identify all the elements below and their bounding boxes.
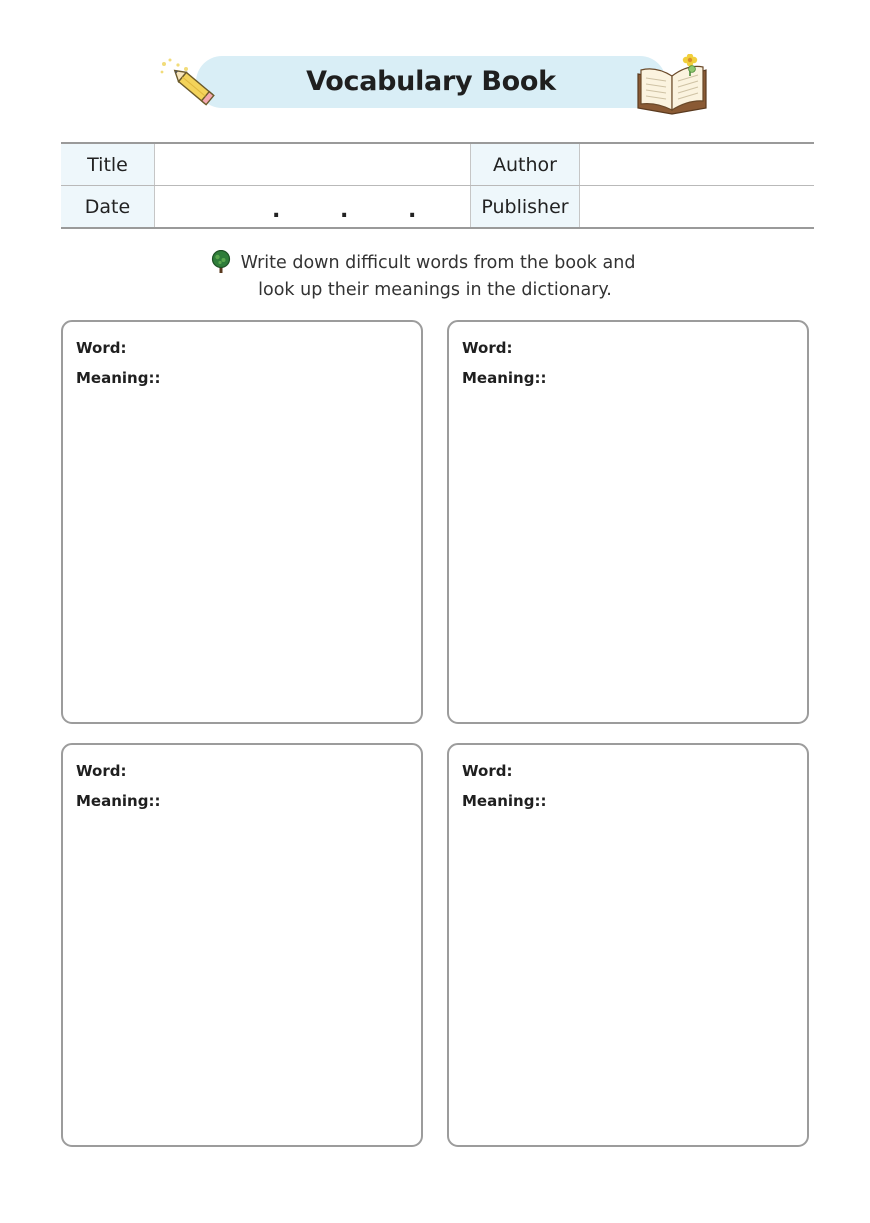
date-separator: .	[340, 198, 349, 223]
publisher-field[interactable]	[580, 186, 815, 229]
author-field[interactable]	[580, 143, 815, 186]
instruction-line: look up their meanings in the dictionary.	[258, 280, 612, 300]
date-separator: .	[408, 198, 417, 223]
date-label: Date	[61, 186, 155, 229]
word-label: Word:	[462, 762, 513, 780]
title-field[interactable]	[155, 143, 471, 186]
meaning-label: Meaning::	[462, 792, 547, 810]
meaning-label: Meaning::	[76, 369, 161, 387]
book-info-table	[61, 142, 814, 229]
instruction-text	[0, 250, 870, 304]
vocabulary-card[interactable]	[61, 743, 423, 1147]
open-book-icon	[634, 54, 710, 116]
title-label: Title	[61, 143, 155, 186]
meaning-label: Meaning::	[76, 792, 161, 810]
vocabulary-card[interactable]	[61, 320, 423, 724]
vocabulary-card[interactable]	[447, 320, 809, 724]
table-row	[61, 143, 814, 186]
meaning-label: Meaning::	[462, 369, 547, 387]
date-separators	[155, 186, 470, 227]
date-separator: .	[272, 198, 281, 223]
word-label: Word:	[76, 762, 127, 780]
author-label: Author	[471, 143, 580, 186]
publisher-label: Publisher	[471, 186, 580, 229]
word-label: Word:	[462, 339, 513, 357]
instruction-line: Write down difficult words from the book and	[240, 253, 636, 273]
table-row	[61, 186, 814, 229]
vocabulary-card[interactable]	[447, 743, 809, 1147]
page-title: Vocabulary Book	[306, 66, 556, 97]
date-field[interactable]	[155, 186, 471, 229]
word-label: Word:	[76, 339, 127, 357]
